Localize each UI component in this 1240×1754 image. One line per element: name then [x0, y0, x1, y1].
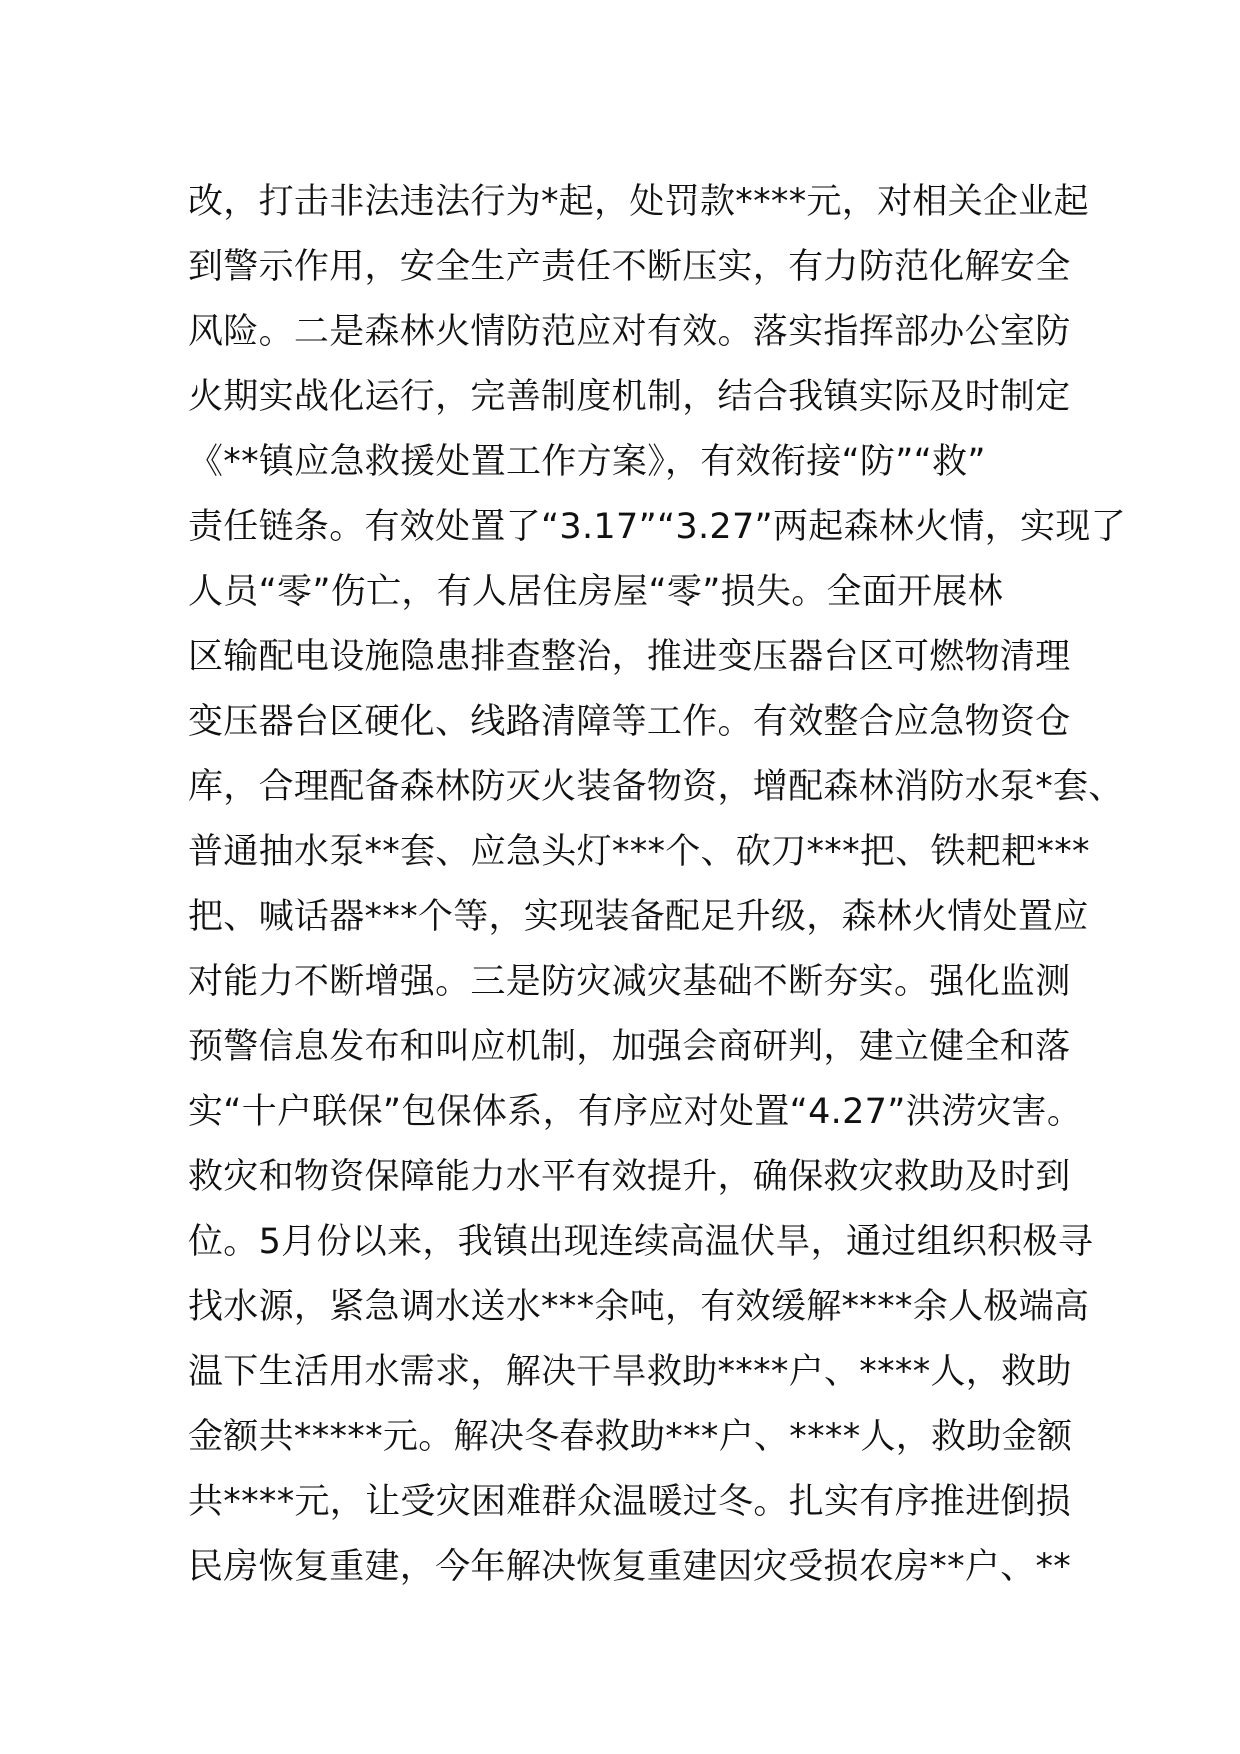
text-line: 区输配电设施隐患排查整治，推进变压器台区可燃物清理	[188, 637, 1071, 677]
text-line: 温下生活用水需求，解决干旱救助****户、****人，救助	[188, 1352, 1072, 1392]
text-line: 变压器台区硬化、线路清障等工作。有效整合应急物资仓	[188, 702, 1071, 742]
text-line: 责任链条。有效处置了“3.17”“3.27”两起森林火情，实现了	[188, 507, 1126, 547]
text-line: 民房恢复重建，今年解决恢复重建因灾受损农房**户、**	[188, 1547, 1072, 1587]
text-line: 人员“零”伤亡，有人居住房屋“零”损失。全面开展林	[188, 572, 1004, 612]
text-line: 风险。二是森林火情防范应对有效。落实指挥部办公室防	[188, 312, 1071, 352]
text-line: 金额共*****元。解决冬春救助***户、****人，救助金额	[188, 1417, 1073, 1457]
text-line: 对能力不断增强。三是防灾减灾基础不断夯实。强化监测	[188, 962, 1071, 1002]
text-line: 改，打击非法违法行为*起，处罚款****元，对相关企业起	[188, 182, 1089, 222]
text-line: 位。5月份以来，我镇出现连续高温伏旱，通过组织积极寻	[188, 1222, 1094, 1262]
text-line: 救灾和物资保障能力水平有效提升，确保救灾救助及时到	[188, 1157, 1071, 1197]
text-line: 到警示作用，安全生产责任不断压实，有力防范化解安全	[188, 247, 1071, 287]
text-line: 把、喊话器***个等，实现装备配足升级，森林火情处置应	[188, 897, 1089, 937]
text-line: 火期实战化运行，完善制度机制，结合我镇实际及时制定	[188, 377, 1071, 417]
text-line: 找水源，紧急调水送水***余吨，有效缓解****余人极端高	[188, 1287, 1090, 1327]
text-line: 实“十户联保”包保体系，有序应对处置“4.27”洪涝灾害。	[188, 1092, 1083, 1132]
text-line: 共****元，让受灾困难群众温暖过冬。扎实有序推进倒损	[188, 1482, 1072, 1522]
text-line: 《**镇应急救援处置工作方案》，有效衔接“防”“救”	[188, 442, 986, 482]
body-text	[188, 170, 1126, 1600]
text-line: 普通抽水泵**套、应急头灯***个、砍刀***把、铁耙耙***	[188, 832, 1090, 872]
text-line: 库，合理配备森林防灭火装备物资，增配森林消防水泵*套、	[188, 767, 1124, 807]
text-line: 预警信息发布和叫应机制，加强会商研判，建立健全和落	[188, 1027, 1071, 1067]
